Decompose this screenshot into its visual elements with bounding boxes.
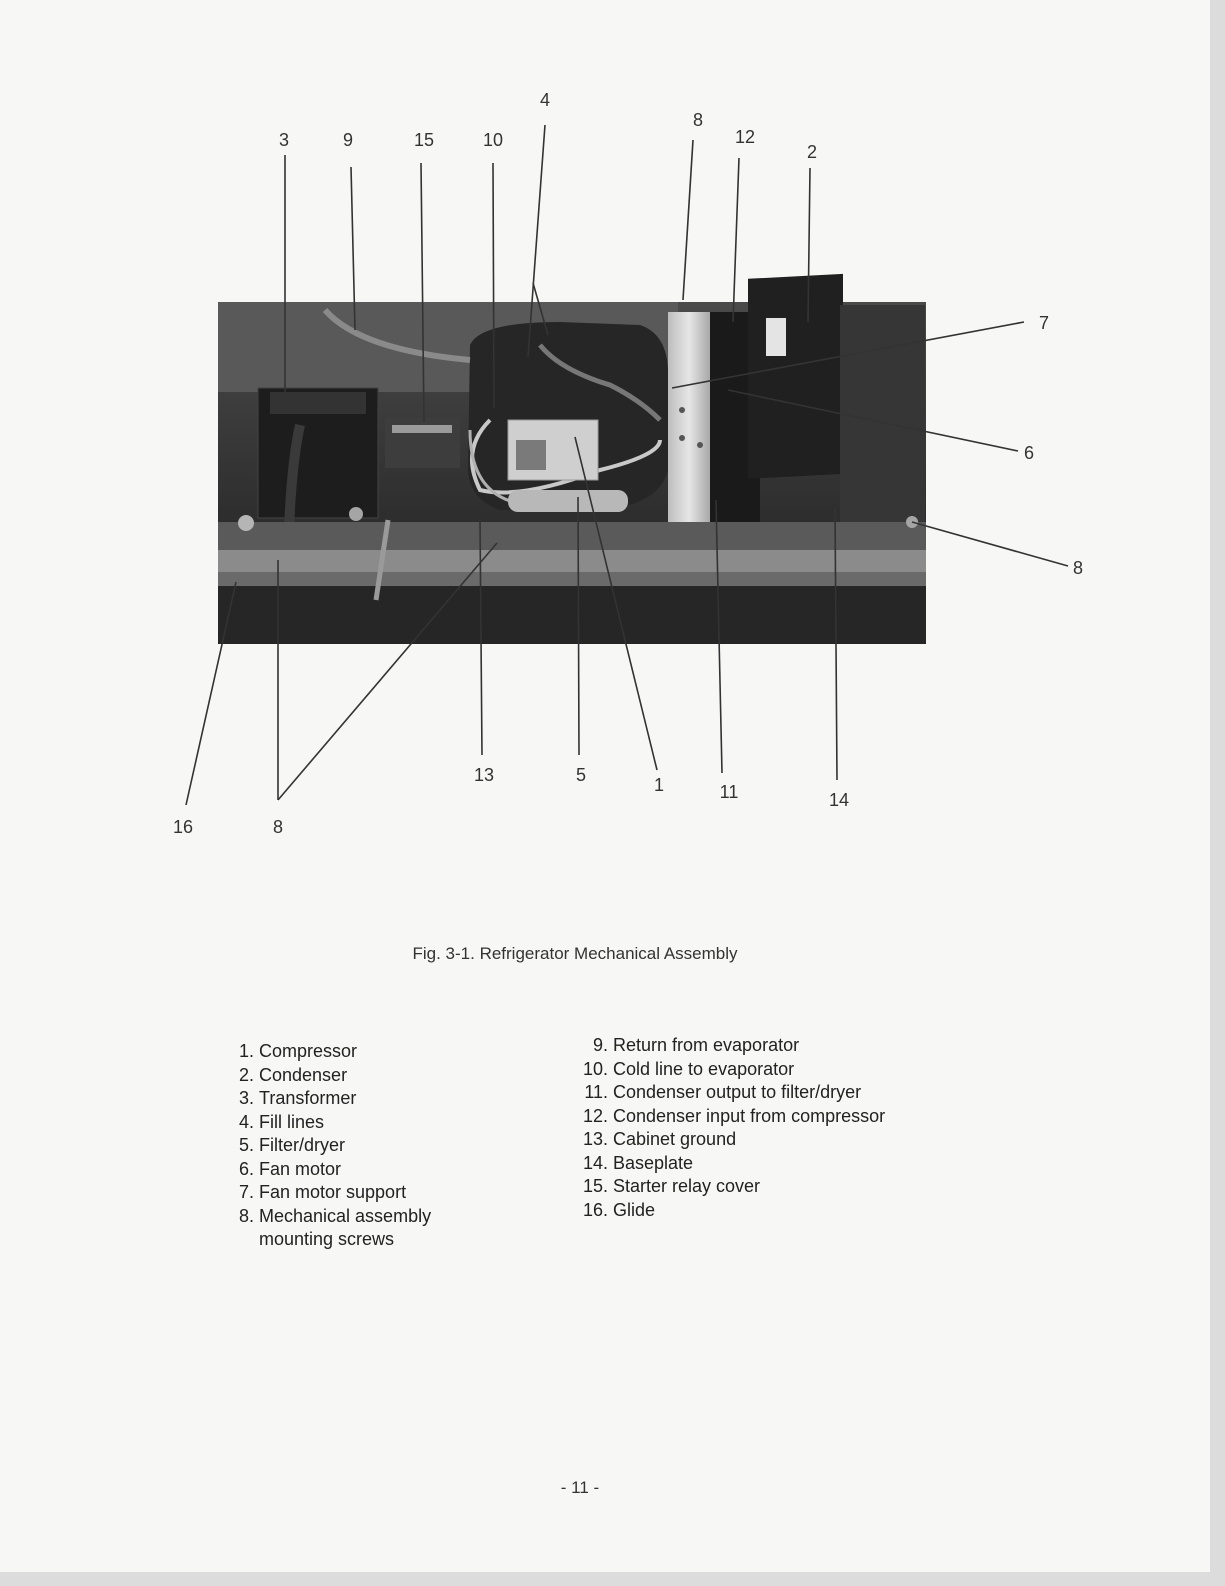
legend-item-number: 16.	[582, 1199, 608, 1220]
figure-caption: Fig. 3-1. Refrigerator Mechanical Assembly	[412, 944, 738, 963]
legend-item-label: Fan motor	[259, 1158, 342, 1179]
callout-5: 5	[575, 765, 587, 785]
legend-item-number: 1.	[238, 1041, 254, 1061]
legend-item-label: Cabinet ground	[613, 1129, 737, 1149]
legend-item-label: Condenser	[259, 1064, 348, 1085]
legend-item-number: 9.	[592, 1035, 608, 1055]
legend-item-number: 11.	[584, 1082, 608, 1102]
legend-item-label: Fill lines	[259, 1111, 325, 1132]
callout-7: 7	[1038, 313, 1050, 333]
legend-right-column	[570, 1034, 885, 1222]
callout-1: 1	[653, 775, 665, 795]
callout-6: 6	[1023, 443, 1035, 463]
legend-item-number: 8.	[238, 1205, 254, 1226]
legend-item	[228, 1228, 431, 1252]
legend-item-label: Mechanical assembly	[259, 1205, 432, 1226]
legend-item-number: 12.	[582, 1105, 608, 1126]
legend-item	[228, 1181, 431, 1205]
callout-15: 15	[413, 130, 435, 150]
legend-item-label: Condenser input from compressor	[613, 1105, 886, 1126]
legend-left-column	[228, 1040, 431, 1252]
legend-item-number: 14.	[582, 1152, 608, 1173]
legend-item	[570, 1105, 885, 1129]
legend-item	[570, 1034, 885, 1058]
legend-item-number: 7.	[238, 1182, 254, 1202]
legend-item-number: 3.	[238, 1088, 254, 1108]
callout-13: 13	[473, 765, 495, 785]
legend-item	[228, 1087, 431, 1111]
legend-item-label: Fan motor support	[259, 1182, 407, 1202]
callout-8-bottom: 8	[272, 817, 284, 837]
legend-item-label: Condenser output to filter/dryer	[613, 1082, 862, 1102]
callout-14: 14	[828, 790, 850, 810]
legend-item-label: Return from evaporator	[613, 1035, 800, 1055]
callout-11: 11	[719, 782, 739, 802]
callout-8-right: 8	[1072, 558, 1084, 578]
legend-item-label: Baseplate	[613, 1152, 694, 1173]
legend-item-label: Cold line to evaporator	[613, 1058, 795, 1079]
callout-16: 16	[172, 817, 194, 837]
legend-item-label: Transformer	[259, 1088, 357, 1108]
legend-item-number: 2.	[238, 1064, 254, 1085]
legend-item-label: Starter relay cover	[613, 1176, 761, 1196]
legend-item	[228, 1158, 431, 1182]
legend-item	[228, 1111, 431, 1135]
legend-item-number: 10.	[582, 1058, 608, 1079]
legend-item	[570, 1152, 885, 1176]
legend-item-label: Compressor	[259, 1041, 358, 1061]
legend-item	[228, 1064, 431, 1088]
legend-item	[570, 1199, 885, 1223]
callout-2: 2	[806, 142, 818, 162]
legend-item-number: 15.	[582, 1176, 608, 1196]
legend-item	[570, 1175, 885, 1199]
callout-12: 12	[734, 127, 756, 147]
callout-4: 4	[539, 90, 551, 110]
legend-item	[570, 1058, 885, 1082]
legend-item-label: mounting screws	[259, 1229, 395, 1249]
legend-item-number: 6.	[238, 1158, 254, 1179]
legend-item-label: Filter/dryer	[259, 1135, 346, 1155]
callout-10: 10	[482, 130, 504, 150]
legend-item	[570, 1081, 885, 1105]
legend-item	[570, 1128, 885, 1152]
legend-item-number: 13.	[582, 1129, 608, 1149]
callout-3: 3	[278, 130, 290, 150]
legend-item-number: 5.	[238, 1135, 254, 1155]
legend-item	[228, 1134, 431, 1158]
legend-item-label: Glide	[613, 1199, 656, 1220]
page-number: - 11 -	[560, 1478, 600, 1497]
callout-8-top: 8	[692, 110, 704, 130]
legend-item-number	[228, 1228, 259, 1252]
legend-item-number: 4.	[238, 1111, 254, 1132]
legend-item	[228, 1040, 431, 1064]
legend-item	[228, 1205, 431, 1229]
callout-9: 9	[342, 130, 354, 150]
